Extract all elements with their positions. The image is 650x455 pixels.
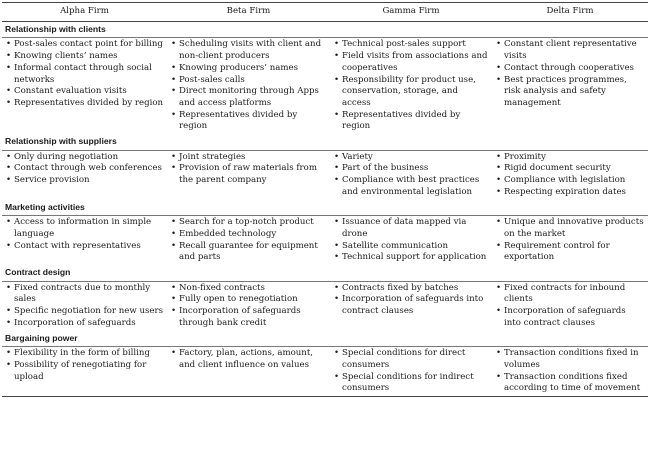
- list-item: • Representatives divided by region: [5, 98, 164, 110]
- list-item: • Contact through cooperatives: [495, 63, 645, 75]
- header-row: [2, 3, 648, 22]
- list-item: • Knowing producers’ names: [170, 63, 327, 75]
- section-header-row: [2, 134, 648, 150]
- firm-comparison-table: [2, 2, 648, 397]
- list-item: • Specific negotiation for new users: [5, 306, 164, 318]
- list-item: • Best practices programmes, risk analysis and safety management: [495, 75, 645, 110]
- list-item: • Contact through web conferences: [5, 163, 164, 175]
- list-item: • Joint strategies: [170, 152, 327, 164]
- list-item: • Contracts fixed by batches: [333, 283, 489, 295]
- list-item: • Informal contact through social networks: [5, 63, 164, 86]
- list-item: • Fixed contracts for inbound clients: [495, 283, 645, 306]
- cell-gamma: [330, 347, 492, 397]
- list-item: • Incorporation of safeguards: [5, 318, 164, 330]
- list-item: • Special conditions for direct consumers: [333, 348, 489, 371]
- list-item: • Rigid document security: [495, 163, 645, 175]
- cell-beta: [167, 38, 330, 134]
- section-body-row: [2, 216, 648, 265]
- comparison-table-container: [2, 2, 648, 397]
- list-item: • Knowing clients’ names: [5, 51, 164, 63]
- section-body-row: [2, 281, 648, 330]
- cell-beta: [167, 347, 330, 397]
- list-item: • Direct monitoring through Apps and access platforms: [170, 86, 327, 109]
- cell-delta: [492, 216, 648, 265]
- section-title-marketing-activities: Marketing activities: [2, 200, 648, 216]
- list-item: • Proximity: [495, 152, 645, 164]
- section-header-row: [2, 265, 648, 281]
- bullet-list: [170, 217, 327, 264]
- bullet-list: [495, 348, 645, 395]
- list-item: • Unique and innovative products on the market: [495, 217, 645, 240]
- cell-alpha: [2, 38, 167, 134]
- cell-beta: [167, 216, 330, 265]
- cell-gamma: [330, 150, 492, 199]
- section-title-bargaining-power: Bargaining power: [2, 331, 648, 347]
- bullet-list: [333, 152, 489, 199]
- list-item: • Technical post-sales support: [333, 39, 489, 51]
- bullet-list: [495, 217, 645, 264]
- bullet-list: [333, 217, 489, 264]
- list-item: • Fully open to renegotiation: [170, 294, 327, 306]
- section-header-row: [2, 200, 648, 216]
- list-item: • Representatives divided by region: [333, 110, 489, 133]
- list-item: • Constant evaluation visits: [5, 86, 164, 98]
- section-body-row: [2, 150, 648, 199]
- bullet-list: [170, 152, 327, 187]
- list-item: • Responsibility for product use, conservation, storage, and access: [333, 75, 489, 110]
- list-item: • Post-sales calls: [170, 75, 327, 87]
- list-item: • Incorporation of safeguards into contract clauses: [495, 306, 645, 329]
- cell-gamma: [330, 38, 492, 134]
- bullet-list: [495, 39, 645, 109]
- list-item: • Service provision: [5, 175, 164, 187]
- list-item: • Issuance of data mapped via drone: [333, 217, 489, 240]
- cell-delta: [492, 281, 648, 330]
- cell-beta: [167, 150, 330, 199]
- bullet-list: [170, 39, 327, 133]
- list-item: • Non-fixed contracts: [170, 283, 327, 295]
- list-item: • Respecting expiration dates: [495, 187, 645, 199]
- list-item: • Embedded technology: [170, 229, 327, 241]
- bullet-list: [5, 348, 164, 383]
- list-item: • Provision of raw materials from the parent company: [170, 163, 327, 186]
- cell-delta: [492, 38, 648, 134]
- section-body-row: [2, 347, 648, 397]
- list-item: • Fixed contracts due to monthly sales: [5, 283, 164, 306]
- list-item: • Compliance with legislation: [495, 175, 645, 187]
- list-item: • Incorporation of safeguards into contract clauses: [333, 294, 489, 317]
- header-beta-firm: Beta Firm: [167, 3, 330, 22]
- section-header-row: [2, 21, 648, 38]
- list-item: • Transaction conditions fixed in volumes: [495, 348, 645, 371]
- list-item: • Possibility of renegotiating for upload: [5, 360, 164, 383]
- list-item: • Representatives divided by region: [170, 110, 327, 133]
- list-item: • Scheduling visits with client and non-client producers: [170, 39, 327, 62]
- list-item: • Factory, plan, actions, amount, and client influence on values: [170, 348, 327, 371]
- cell-alpha: [2, 150, 167, 199]
- list-item: • Recall guarantee for equipment and parts: [170, 241, 327, 264]
- bullet-list: [495, 283, 645, 330]
- section-title-relationship-with-suppliers: Relationship with suppliers: [2, 134, 648, 150]
- table-body: [2, 21, 648, 396]
- list-item: • Requirement control for exportation: [495, 241, 645, 264]
- list-item: • Variety: [333, 152, 489, 164]
- bullet-list: [5, 152, 164, 187]
- list-item: • Technical support for application: [333, 252, 489, 264]
- list-item: • Compliance with best practices and environmental legislation: [333, 175, 489, 198]
- header-alpha-firm: Alpha Firm: [2, 3, 167, 22]
- section-title-relationship-with-clients: Relationship with clients: [2, 21, 648, 38]
- list-item: • Special conditions for indirect consumers: [333, 372, 489, 395]
- bullet-list: [5, 283, 164, 330]
- bullet-list: [333, 39, 489, 133]
- cell-gamma: [330, 281, 492, 330]
- bullet-list: [170, 348, 327, 371]
- list-item: • Constant client representative visits: [495, 39, 645, 62]
- cell-delta: [492, 150, 648, 199]
- list-item: • Field visits from associations and cooperatives: [333, 51, 489, 74]
- bullet-list: [170, 283, 327, 330]
- section-body-row: [2, 38, 648, 134]
- list-item: • Search for a top-notch product: [170, 217, 327, 229]
- cell-gamma: [330, 216, 492, 265]
- list-item: • Incorporation of safeguards through bank credit: [170, 306, 327, 329]
- bullet-list: [5, 39, 164, 109]
- cell-alpha: [2, 216, 167, 265]
- list-item: • Only during negotiation: [5, 152, 164, 164]
- section-title-contract-design: Contract design: [2, 265, 648, 281]
- list-item: • Access to information in simple language: [5, 217, 164, 240]
- list-item: • Transaction conditions fixed according to time of movement: [495, 372, 645, 395]
- cell-beta: [167, 281, 330, 330]
- list-item: • Satellite communication: [333, 241, 489, 253]
- cell-delta: [492, 347, 648, 397]
- list-item: • Part of the business: [333, 163, 489, 175]
- cell-alpha: [2, 347, 167, 397]
- cell-alpha: [2, 281, 167, 330]
- header-delta-firm: Delta Firm: [492, 3, 648, 22]
- list-item: • Contact with representatives: [5, 241, 164, 253]
- bullet-list: [495, 152, 645, 199]
- bullet-list: [5, 217, 164, 252]
- list-item: • Flexibility in the form of billing: [5, 348, 164, 360]
- bullet-list: [333, 283, 489, 318]
- list-item: • Post-sales contact point for billing: [5, 39, 164, 51]
- bullet-list: [333, 348, 489, 395]
- section-header-row: [2, 331, 648, 347]
- header-gamma-firm: Gamma Firm: [330, 3, 492, 22]
